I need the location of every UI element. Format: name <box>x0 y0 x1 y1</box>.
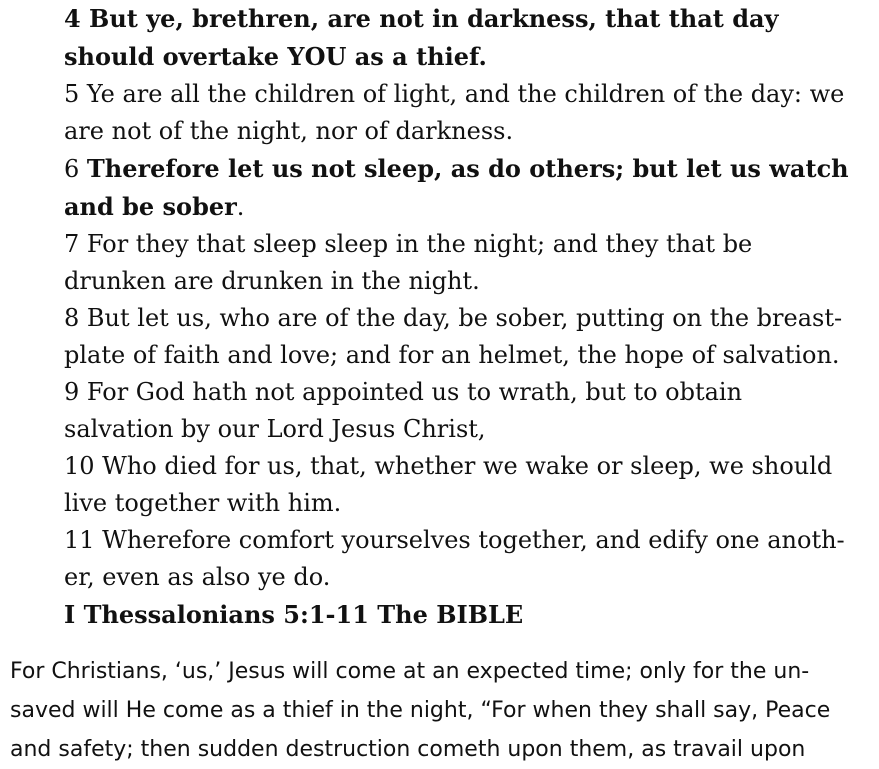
commentary-line-3: and safety; then sudden destruction cometh upon them, as travail upon <box>10 737 806 762</box>
verse-8 <box>64 300 854 374</box>
verse-7 <box>64 226 854 300</box>
verse-6-bold-text: Therefore let us not sleep, as do others; but let us watch and be sober <box>64 154 849 221</box>
verse-6-period: . <box>236 193 245 221</box>
commentary-line-1: For Christians, ‘us,’ Jesus will come at an expected time; only for the un- <box>10 659 810 684</box>
verse-10 <box>64 448 854 522</box>
verse-5-text: 5 Ye are all the children of light, and the children of the day: we are not of the night, nor of darkness. <box>64 80 845 145</box>
verse-11-text: 11 Wherefore comfort yourselves together, and edify one anoth-er, even as also ye do. <box>64 526 845 591</box>
commentary-line-2: saved will He come as a thief in the night, “For when they shall say, Peace <box>10 698 831 723</box>
verse-9 <box>64 374 854 448</box>
verse-11 <box>64 522 854 596</box>
verse-7-text: 7 For they that sleep sleep in the night; and they that be drunken are drunken in the night. <box>64 230 753 295</box>
verse-4 <box>64 0 854 76</box>
scripture-passage <box>64 0 854 633</box>
verse-6-number: 6 <box>64 155 87 183</box>
verse-6 <box>64 150 854 226</box>
verse-5 <box>64 76 854 150</box>
verse-4-text: 4 But ye, brethren, are not in darkness, that that day should overtake YOU as a thief. <box>64 4 779 71</box>
verse-8-text: 8 But let us, who are of the day, be sober, putting on the breast-plate of faith and love; and for an helmet, the hope of salvation. <box>64 304 843 369</box>
scripture-citation: I Thessalonians 5:1-11 The BIBLE <box>64 600 524 629</box>
verse-9-text: 9 For God hath not appointed us to wrath, but to obtain salvation by our Lord Jesus Christ, <box>64 378 743 443</box>
verse-10-text: 10 Who died for us, that, whether we wake or sleep, we should live together with him. <box>64 452 833 517</box>
commentary-paragraph <box>10 652 862 769</box>
